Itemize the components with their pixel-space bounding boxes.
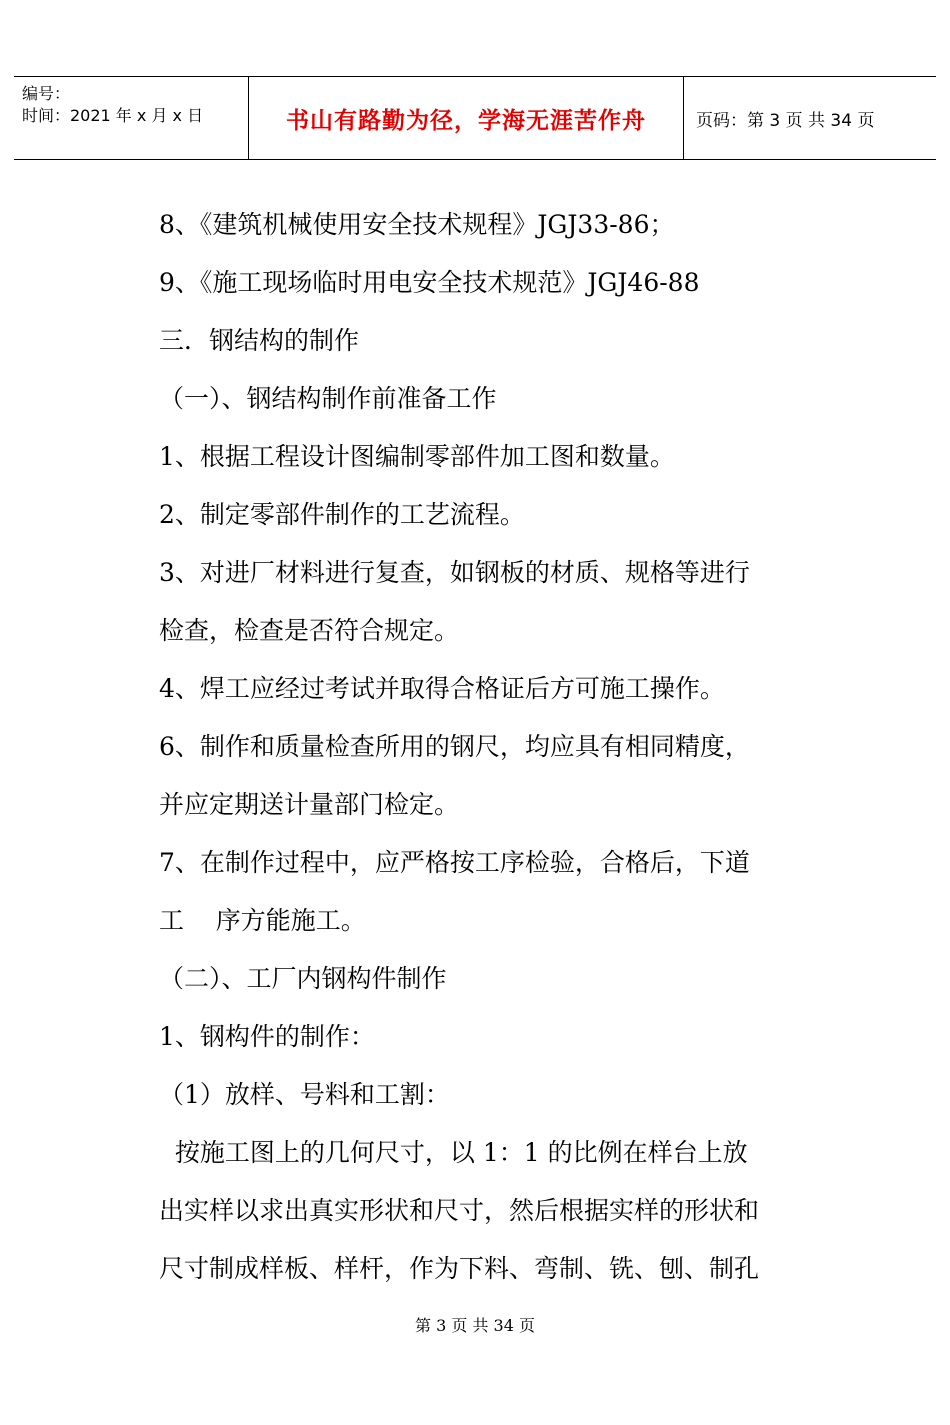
time-label: 时间：2021 年 x 月 x 日 — [22, 106, 204, 125]
body-line: 4、焊工应经过考试并取得合格证后方可施工操作。 — [159, 674, 725, 703]
body-line: 工 序方能施工。 — [159, 906, 366, 935]
subsection-heading: （一）、钢结构制作前准备工作 — [159, 384, 497, 413]
subsection-heading: （二）、工厂内钢构件制作 — [159, 964, 447, 993]
body-line: 并应定期送计量部门检定。 — [159, 790, 460, 819]
header-motto: 书山有路勤为径，学海无涯苦作舟 — [248, 77, 684, 159]
header-meta — [14, 77, 248, 159]
body-line: 出实样以求出真实形状和尺寸，然后根据实样的形状和 — [159, 1196, 760, 1225]
body-line: 2、制定零部件制作的工艺流程。 — [159, 500, 525, 529]
number-label: 编号： — [22, 84, 71, 103]
body-line: 检查，检查是否符合规定。 — [159, 616, 460, 645]
header-page-info: 页码：第 3 页 共 34 页 — [696, 110, 875, 131]
page-header — [14, 76, 936, 160]
body-line: （1）放样、号料和工割： — [159, 1080, 450, 1109]
body-line: 6、制作和质量检查所用的钢尺，均应具有相同精度， — [159, 732, 750, 761]
body-line: 尺寸制成样板、样杆，作为下料、弯制、铣、刨、制孔 — [159, 1254, 760, 1283]
body-line: 1、根据工程设计图编制零部件加工图和数量。 — [159, 442, 675, 471]
body-line: 按施工图上的几何尺寸，以 1：1 的比例在样台上放 — [159, 1138, 748, 1167]
body-line: 1、钢构件的制作： — [159, 1022, 375, 1051]
body-line: 8、《建筑机械使用安全技术规程》JGJ33-86； — [159, 210, 675, 239]
body-line: 7、在制作过程中，应严格按工序检验，合格后，下道 — [159, 848, 750, 877]
page-footer: 第 3 页 共 34 页 — [415, 1316, 535, 1335]
section-heading: 三．钢结构的制作 — [159, 326, 360, 355]
body-line: 9、《施工现场临时用电安全技术规范》JGJ46-88 — [159, 268, 700, 297]
body-line: 3、对进厂材料进行复查，如钢板的材质、规格等进行 — [159, 558, 750, 587]
